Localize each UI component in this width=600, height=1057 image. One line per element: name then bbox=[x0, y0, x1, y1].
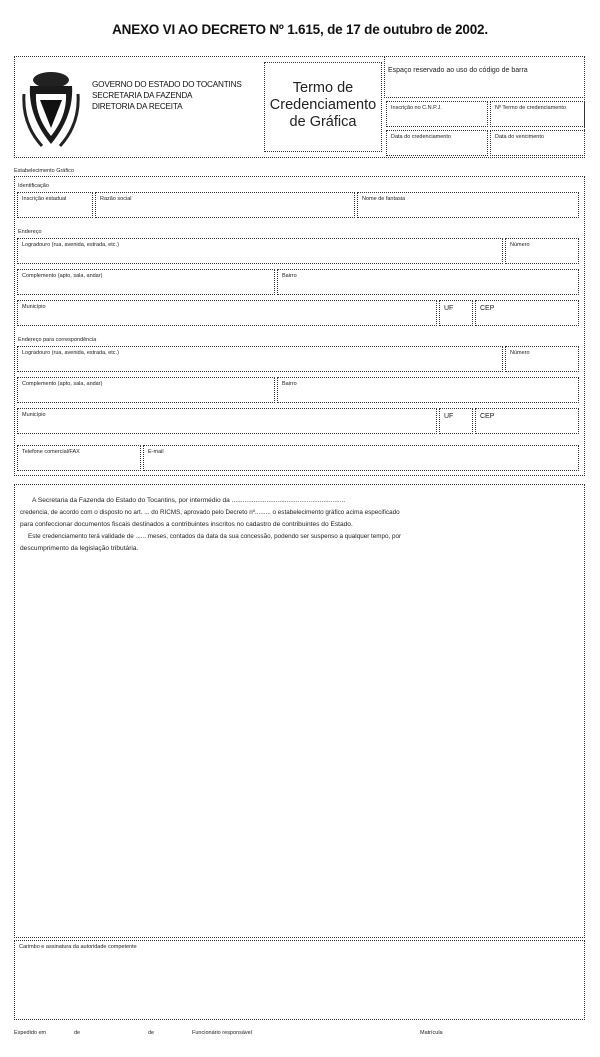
cep-corresp-field[interactable] bbox=[475, 408, 579, 434]
cep-corresp-label: CEP bbox=[480, 413, 495, 420]
numero-corresp-label: Número bbox=[510, 350, 530, 356]
email-label: E-mail bbox=[148, 449, 164, 455]
municipio-corresp-label: Município bbox=[22, 412, 46, 418]
termo-title bbox=[264, 80, 382, 131]
bairro-corresp-label: Bairro bbox=[282, 381, 297, 387]
credenciamento-text bbox=[20, 495, 582, 555]
de-label-2: de bbox=[148, 1030, 155, 1036]
uf-field[interactable] bbox=[439, 300, 473, 326]
complemento-corresp-field[interactable] bbox=[17, 377, 275, 403]
termo-numero-field[interactable] bbox=[490, 101, 585, 127]
complemento-label: Complemento (apto, sala, andar) bbox=[22, 273, 103, 279]
termo-line-1: Termo de bbox=[292, 80, 354, 96]
paragraph-2-line-2: descumprimento da legislação tributária. bbox=[20, 545, 139, 552]
data-credenciamento-label: Data do credenciamento bbox=[391, 134, 451, 140]
telefone-label: Telefone comercial/FAX bbox=[22, 449, 80, 455]
bairro-field[interactable] bbox=[277, 269, 579, 295]
data-vencimento-field[interactable] bbox=[490, 130, 585, 156]
matricula-label: Matrícula bbox=[420, 1030, 443, 1036]
barcode-label: Espaço reservado ao uso do código de barra bbox=[388, 67, 528, 74]
carimbo-field[interactable] bbox=[14, 940, 585, 1020]
paragraph-1-line-1: A Secretaria da Fazenda do Estado do Tocantins, por intermédio da .............................................................. bbox=[32, 497, 346, 504]
numero-corresp-field[interactable] bbox=[505, 346, 579, 372]
bairro-label: Bairro bbox=[282, 273, 297, 279]
inscricao-estadual-label: Inscrição estadual bbox=[22, 196, 67, 202]
gov-line-secretaria: SECRETARIA DA FAZENDA bbox=[92, 91, 193, 100]
cnpj-field[interactable] bbox=[386, 101, 488, 127]
numero-label: Número bbox=[510, 242, 530, 248]
telefone-field[interactable] bbox=[17, 445, 141, 471]
complemento-corresp-label: Complemento (apto, sala, andar) bbox=[22, 381, 103, 387]
email-field[interactable] bbox=[143, 445, 579, 471]
uf-corresp-field[interactable] bbox=[439, 408, 473, 434]
paragraph-2-line-1: Este credenciamento terá validade de ...... meses, contados da data da sua concessão, podendo ser suspenso a qualquer tempo, por bbox=[28, 533, 402, 540]
bairro-corresp-field[interactable] bbox=[277, 377, 579, 403]
data-vencimento-label: Data do vencimento bbox=[495, 134, 544, 140]
logradouro-corresp-field[interactable] bbox=[17, 346, 503, 372]
de-label-1: de bbox=[74, 1030, 81, 1036]
correspondencia-label: Endereço para correspondência bbox=[18, 337, 97, 343]
uf-corresp-label: UF bbox=[444, 413, 454, 420]
gov-line-diretoria: DIRETORIA DA RECEITA bbox=[92, 102, 183, 111]
logradouro-corresp-label: Logradouro (rua, avenida, estrada, etc.) bbox=[22, 350, 119, 356]
gov-line-state: GOVERNO DO ESTADO DO TOCANTINS bbox=[92, 80, 242, 89]
uf-label: UF bbox=[444, 305, 454, 312]
logradouro-field[interactable] bbox=[17, 238, 503, 264]
cep-label: CEP bbox=[480, 305, 495, 312]
nome-fantasia-label: Nome de fantasia bbox=[362, 196, 406, 202]
document-title: ANEXO VI AO DECRETO Nº 1.615, de 17 de outubro de 2002. bbox=[112, 22, 488, 37]
carimbo-label: Carimbo e assinatura da autoridade competente bbox=[19, 944, 137, 950]
paragraph-1-line-2: credencia, de acordo com o disposto no art. ... do RICMS, aprovado pelo Decreto nº......... o estabelecimento gráfico acima especificado bbox=[20, 509, 400, 516]
termo-numero-label: Nº Termo de credenciamento bbox=[495, 105, 566, 111]
nome-fantasia-field[interactable] bbox=[357, 192, 579, 218]
coat-of-arms-icon bbox=[20, 64, 82, 150]
expedido-label: Expedido em bbox=[14, 1030, 47, 1036]
razao-social-field[interactable] bbox=[95, 192, 355, 218]
barcode-box bbox=[384, 56, 585, 98]
government-heading bbox=[92, 79, 242, 112]
endereco-label: Endereço bbox=[18, 229, 42, 235]
municipio-label: Município bbox=[22, 304, 46, 310]
funcionario-label: Funcionário responsável bbox=[192, 1030, 252, 1036]
termo-line-2: Credenciamento bbox=[269, 97, 377, 113]
inscricao-estadual-field[interactable] bbox=[17, 192, 93, 218]
data-credenciamento-field[interactable] bbox=[386, 130, 488, 156]
razao-social-label: Razão social bbox=[100, 196, 132, 202]
numero-field[interactable] bbox=[505, 238, 579, 264]
complemento-field[interactable] bbox=[17, 269, 275, 295]
cep-field[interactable] bbox=[475, 300, 579, 326]
municipio-corresp-field[interactable] bbox=[17, 408, 437, 434]
termo-line-3: de Gráfica bbox=[289, 114, 357, 130]
cnpj-label: Inscrição no C.N.P.J. bbox=[391, 105, 442, 111]
municipio-field[interactable] bbox=[17, 300, 437, 326]
identificacao-label: Identificação bbox=[18, 183, 49, 189]
paragraph-1-line-3: para confeccionar documentos fiscais destinados a contribuintes inscritos no cadastro de contribuintes do Estado. bbox=[20, 521, 353, 528]
estab-section-label: Estabelecimento Gráfico bbox=[14, 168, 74, 174]
logradouro-label: Logradouro (rua, avenida, estrada, etc.) bbox=[22, 242, 119, 248]
